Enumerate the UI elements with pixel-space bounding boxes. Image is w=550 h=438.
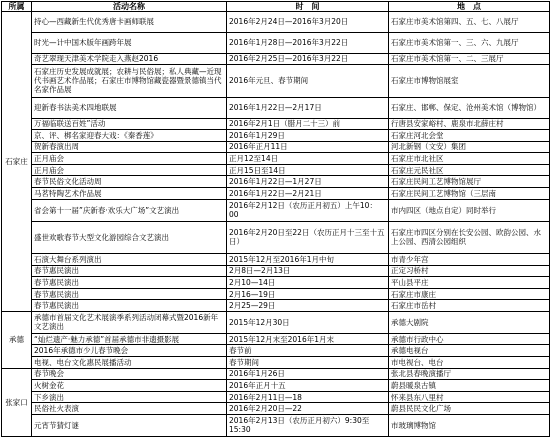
event-name-cell: 时光—计中国木版年画跨年展 — [32, 32, 227, 53]
table-row — [2, 130, 550, 142]
venue-cell: 承德大剧院 — [389, 311, 550, 333]
table-row — [2, 414, 550, 436]
venue-cell: 石家庄元民社区 — [389, 164, 550, 176]
event-name-cell: 承德市首届文化艺术展演季系列活动闭幕式暨2016新年文艺演出 — [32, 311, 227, 333]
venue-cell: 市电视台、电台 — [389, 357, 550, 369]
venue-cell: 蔚县暖泉古镇 — [389, 380, 550, 392]
table-row — [2, 118, 550, 130]
time-cell: 2016年1月29日 — [227, 130, 389, 142]
venue-cell: 石家庄河北会堂 — [389, 130, 550, 142]
table-row — [2, 32, 550, 53]
time-cell: 2015年12月30日 — [227, 311, 389, 333]
event-name-cell: 正月庙会 — [32, 164, 227, 176]
header-time: 时 间 — [227, 2, 389, 12]
event-name-cell: 马茗特陶艺术作品展 — [32, 188, 227, 200]
time-cell: 2016年1月22日—1月27日 — [227, 176, 389, 188]
table-row — [2, 368, 550, 380]
time-cell: 2016年2月12日（农历正月初五）上午10：00 — [227, 199, 389, 221]
table-row — [2, 199, 550, 221]
region-cell: 承德 — [2, 311, 32, 368]
table-row — [2, 357, 550, 369]
venue-cell: 石家庄民间工艺博物馆（三层南 — [389, 188, 550, 200]
time-cell: 2016年2月24日—2016年3月20日 — [227, 12, 389, 33]
event-name-cell: 春节民俗文化活动周 — [32, 176, 227, 188]
venue-cell: 正定习桥村 — [389, 265, 550, 277]
header-venue: 地 点 — [389, 2, 550, 12]
event-name-cell: 2016年承德市少儿春节晚会 — [32, 345, 227, 357]
venue-cell: 张北县春晚演播厅 — [389, 368, 550, 380]
time-cell: 春节前 — [227, 345, 389, 357]
event-name-cell: 万福临联送百姓”活动 — [32, 118, 227, 130]
time-cell: 2016年1月22日—2月17日 — [227, 97, 389, 118]
time-cell: 春节期间 — [227, 357, 389, 369]
time-cell: 2015年12月末至2016年1月末 — [227, 333, 389, 345]
time-cell: 2016年2月1日（腊月二十三）前 — [227, 118, 389, 130]
table-row — [2, 345, 550, 357]
table-row — [2, 300, 550, 312]
table-row — [2, 12, 550, 33]
table-row — [2, 380, 550, 392]
event-name-cell: 火树金花 — [32, 380, 227, 392]
time-cell: 正月12至14日 — [227, 153, 389, 165]
table-row — [2, 141, 550, 153]
event-name-cell: 京、评、梆名家迎春大戏：《秦香莲》 — [32, 130, 227, 142]
venue-cell: 石家庄民间工艺博物馆展厅 — [389, 176, 550, 188]
table-row — [2, 311, 550, 333]
table-row — [2, 153, 550, 165]
venue-cell: 石家庄市岳村 — [389, 300, 550, 312]
table-row — [2, 188, 550, 200]
time-cell: 2016年元旦、春节期间 — [227, 65, 389, 97]
time-cell: 正月15日至14日 — [227, 164, 389, 176]
event-name-cell: 迎新春书法美术四地联展 — [32, 97, 227, 118]
venue-cell: 石家庄市美术馆第一、二、三展厅 — [389, 53, 550, 65]
time-cell: 2016年正月十五 — [227, 380, 389, 392]
table-body — [2, 12, 550, 437]
venue-cell: 石家庄市博物馆展室 — [389, 65, 550, 97]
time-cell: 2月8日—2月13日 — [227, 265, 389, 277]
event-name-cell: “灿烂遗产·魅力承德”首届承德市非遗摄影展 — [32, 333, 227, 345]
table-row — [2, 221, 550, 253]
event-name-cell: 奇艺翠现天津美术学院走入燕赵2016 — [32, 53, 227, 65]
table-header-row — [2, 2, 550, 12]
header-event-name: 活动名称 — [32, 2, 227, 12]
venue-cell: 怀来县东八里村 — [389, 391, 550, 403]
region-cell: 石家庄 — [2, 12, 32, 312]
table-row — [2, 277, 550, 289]
event-name-cell: 民俗社火表演 — [32, 403, 227, 415]
table-row — [2, 65, 550, 97]
event-name-cell: 持心—西藏新生代优秀唐卡画师联展 — [32, 12, 227, 33]
event-name-cell: 石家庄历史发展成就展；农耕与民俗展；私人典藏—近现代书画艺术作品展；石家庄市博物馆藏瓷器暨景德镇当代名家作品展 — [32, 65, 227, 97]
time-cell: 2月25—29日 — [227, 300, 389, 312]
event-name-cell: 春节惠民演出 — [32, 277, 227, 289]
event-name-cell: 春节惠民演出 — [32, 288, 227, 300]
time-cell: 2016年2月20日—22 — [227, 403, 389, 415]
event-name-cell: 正月庙会 — [32, 153, 227, 165]
event-name-cell: 元宵节猜灯谜 — [32, 414, 227, 436]
table-row — [2, 176, 550, 188]
region-cell: 张家口 — [2, 368, 32, 436]
time-cell: 2016年2月11日—18 — [227, 391, 389, 403]
table-row — [2, 164, 550, 176]
time-cell: 2016年1月26日 — [227, 368, 389, 380]
event-name-cell: 春节惠民演出 — [32, 265, 227, 277]
venue-cell: 平山县平庄 — [389, 277, 550, 289]
header-region: 所属 — [2, 2, 32, 12]
time-cell: 2016年1月22日—2月21日 — [227, 188, 389, 200]
event-name-cell: 石演大舞台系列演出 — [32, 254, 227, 266]
time-cell: 2月16—19日 — [227, 288, 389, 300]
table-row — [2, 333, 550, 345]
venue-cell: 承德市行政中心 — [389, 333, 550, 345]
time-cell: 2016年2月13日（农历正月初六）9:30至15:30 — [227, 414, 389, 436]
event-name-cell: 春节晚会 — [32, 368, 227, 380]
venue-cell: 行唐县安家峪村、鹿泉市北薛庄村 — [389, 118, 550, 130]
venue-cell: 石家庄市北社区 — [389, 153, 550, 165]
venue-cell: 石家庄市四区分别在长安公园、欧韵公园、水上公园、西清公园组织 — [389, 221, 550, 253]
event-name-cell: 盛世欢歌春节大型文化游园综合文艺演出 — [32, 221, 227, 253]
venue-cell: 市内四区（地点自定）同时举行 — [389, 199, 550, 221]
event-name-cell: 省会第十一届”庆新春·欢乐大广场”文艺演出 — [32, 199, 227, 221]
venue-cell: 承德电视台 — [389, 345, 550, 357]
event-name-cell: 春节惠民演出 — [32, 300, 227, 312]
time-cell: 2016年2月25日—2016年3月22日 — [227, 53, 389, 65]
venue-cell: 石家庄市康庄 — [389, 288, 550, 300]
table-row — [2, 97, 550, 118]
time-cell: 2月10—14日 — [227, 277, 389, 289]
venue-cell: 河北新钢（文安）集团 — [389, 141, 550, 153]
table-row — [2, 288, 550, 300]
event-name-cell: 电视、电台文化惠民展播活动 — [32, 357, 227, 369]
event-name-cell: 下乡演出 — [32, 391, 227, 403]
event-schedule-table — [1, 1, 550, 437]
table-row — [2, 254, 550, 266]
event-name-cell: 贺新春演出周 — [32, 141, 227, 153]
time-cell: 2015年12月至2016年1月中旬 — [227, 254, 389, 266]
venue-cell: 石家庄、邯郸、保定、沧州美术馆（博物馆） — [389, 97, 550, 118]
venue-cell: 石家庄市美术馆第一、三、六、九展厅 — [389, 32, 550, 53]
time-cell: 2016年2月20日至22日（农历正月十三至十五日） — [227, 221, 389, 253]
table-row — [2, 391, 550, 403]
venue-cell: 市玻璃博物馆 — [389, 414, 550, 436]
table-row — [2, 53, 550, 65]
time-cell: 2016年1月28日—2016年3月22日 — [227, 32, 389, 53]
venue-cell: 蔚县民民文化广场 — [389, 403, 550, 415]
table-row — [2, 403, 550, 415]
table-row — [2, 265, 550, 277]
time-cell: 2016年正月11日 — [227, 141, 389, 153]
venue-cell: 石家庄市美术馆第四、五、七、八展厅 — [389, 12, 550, 33]
venue-cell: 市青少年宫 — [389, 254, 550, 266]
